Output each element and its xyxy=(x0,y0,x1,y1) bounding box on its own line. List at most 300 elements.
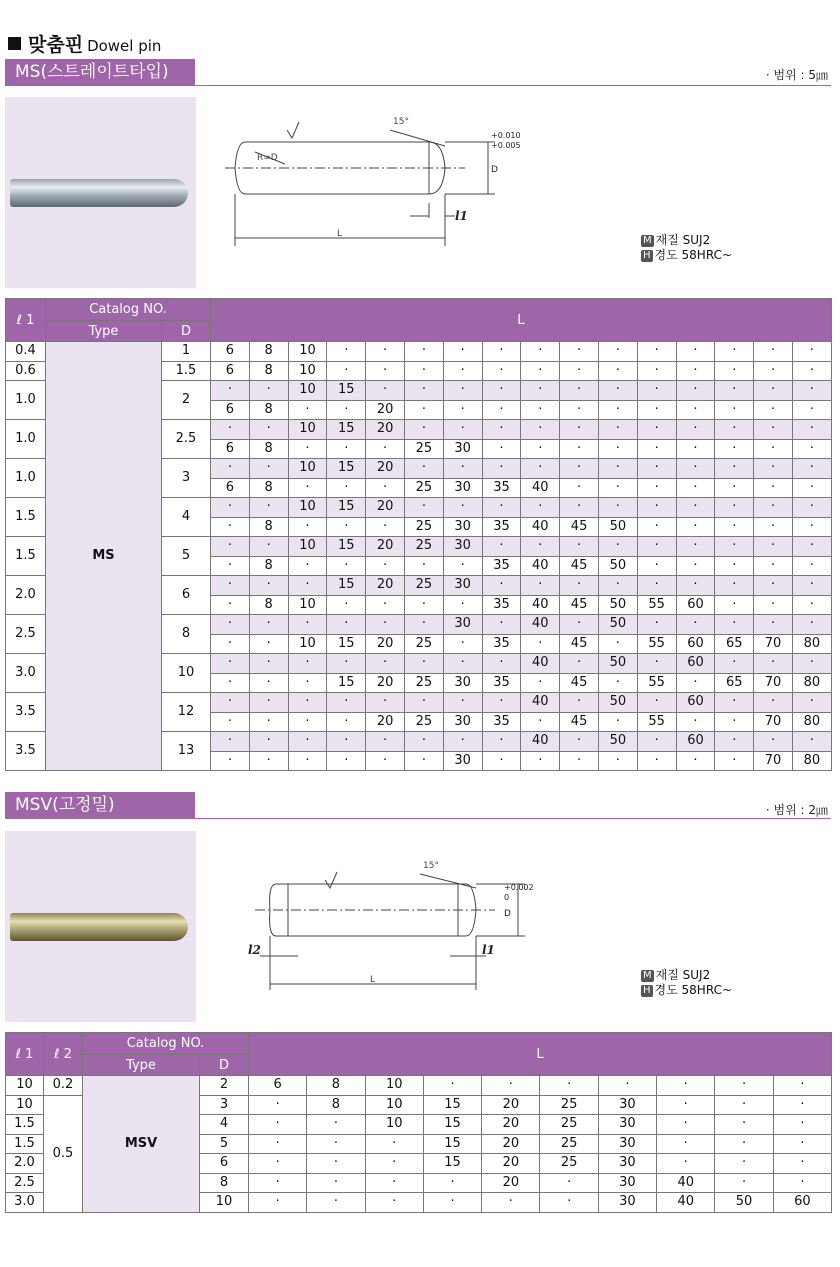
length-cell: · xyxy=(404,732,443,752)
length-cell: · xyxy=(249,1193,307,1213)
length-cell: · xyxy=(715,732,754,752)
length-cell: 25 xyxy=(404,673,443,693)
length-cell: 6 xyxy=(249,1076,307,1096)
length-cell: · xyxy=(637,576,676,596)
length-cell: · xyxy=(560,420,599,440)
msv-section-header xyxy=(5,792,195,818)
header-l1: ℓ 1 xyxy=(6,1033,44,1076)
length-cell: · xyxy=(637,459,676,479)
length-cell: 30 xyxy=(443,673,482,693)
length-label: L xyxy=(370,975,376,985)
length-cell: 6 xyxy=(211,361,250,381)
length-cell: 8 xyxy=(249,478,288,498)
length-cell: 25 xyxy=(540,1115,598,1135)
length-cell: · xyxy=(249,1115,307,1135)
length-cell: 25 xyxy=(404,517,443,537)
length-cell: · xyxy=(676,537,715,557)
table-row xyxy=(6,1076,832,1096)
length-cell: · xyxy=(327,439,366,459)
length-cell: · xyxy=(637,556,676,576)
length-cell: · xyxy=(307,1134,365,1154)
length-cell: · xyxy=(211,498,250,518)
length-cell: · xyxy=(404,420,443,440)
hardness-tag: H xyxy=(643,985,651,996)
high-precision-pin-image xyxy=(10,913,188,941)
diameter-label: D xyxy=(504,909,511,919)
length-cell: · xyxy=(365,1193,423,1213)
length-cell: · xyxy=(404,556,443,576)
length-cell: 45 xyxy=(560,712,599,732)
length-cell: · xyxy=(676,361,715,381)
length-cell: 20 xyxy=(482,1095,540,1115)
material-line xyxy=(641,233,732,248)
length-cell: · xyxy=(754,459,793,479)
length-cell: · xyxy=(560,693,599,713)
length-cell: 10 xyxy=(288,420,327,440)
length-cell: 35 xyxy=(482,517,521,537)
length-cell: · xyxy=(676,400,715,420)
length-cell: · xyxy=(482,342,521,362)
length-cell: · xyxy=(211,693,250,713)
length-cell: · xyxy=(288,517,327,537)
length-cell: · xyxy=(754,654,793,674)
length-cell: · xyxy=(365,1173,423,1193)
length-cell: · xyxy=(249,537,288,557)
length-cell: 8 xyxy=(249,400,288,420)
l1-cell: 3.0 xyxy=(6,654,46,693)
length-cell: · xyxy=(211,537,250,557)
length-cell: 8 xyxy=(307,1076,365,1096)
length-cell: · xyxy=(366,361,405,381)
length-cell: 10 xyxy=(365,1115,423,1135)
length-cell: · xyxy=(404,693,443,713)
length-cell: · xyxy=(443,342,482,362)
length-cell: · xyxy=(637,498,676,518)
d-cell: 4 xyxy=(162,498,211,537)
length-cell: · xyxy=(521,439,560,459)
length-cell: 20 xyxy=(366,498,405,518)
length-cell: · xyxy=(540,1193,598,1213)
length-cell: 60 xyxy=(773,1193,831,1213)
length-cell: · xyxy=(715,1076,773,1096)
length-cell: 8 xyxy=(249,342,288,362)
table-row xyxy=(6,342,832,362)
length-cell: 50 xyxy=(598,517,637,537)
length-cell: · xyxy=(754,439,793,459)
length-cell: · xyxy=(423,1193,481,1213)
length-cell: · xyxy=(443,381,482,401)
material-tag: M xyxy=(643,235,652,246)
length-cell: · xyxy=(657,1134,715,1154)
material-text: 재질 SUJ2 xyxy=(655,233,711,247)
d-cell: 6 xyxy=(200,1154,249,1174)
type-cell: MSV xyxy=(83,1076,200,1213)
length-cell: · xyxy=(637,732,676,752)
length-cell: · xyxy=(443,459,482,479)
length-cell: 45 xyxy=(560,517,599,537)
radius-label: R=D xyxy=(257,153,278,163)
hardness-line xyxy=(641,248,732,263)
length-cell: · xyxy=(792,342,831,362)
length-cell: · xyxy=(482,439,521,459)
length-cell: · xyxy=(249,420,288,440)
l1-cell: 0.4 xyxy=(6,342,46,362)
length-cell: 40 xyxy=(657,1173,715,1193)
length-cell: · xyxy=(423,1173,481,1193)
length-cell: · xyxy=(754,732,793,752)
length-cell: · xyxy=(404,342,443,362)
ms-range: · 범위 : 5㎛ xyxy=(765,68,828,82)
length-cell: · xyxy=(657,1154,715,1174)
length-cell: · xyxy=(249,459,288,479)
length-cell: · xyxy=(404,595,443,615)
length-cell: 70 xyxy=(754,673,793,693)
length-cell: 20 xyxy=(366,576,405,596)
length-cell: 20 xyxy=(366,537,405,557)
length-cell: · xyxy=(327,595,366,615)
length-cell: 30 xyxy=(598,1134,656,1154)
length-cell: · xyxy=(754,517,793,537)
length-cell: 30 xyxy=(443,517,482,537)
length-cell: 50 xyxy=(598,654,637,674)
length-cell: 35 xyxy=(482,634,521,654)
l1-cell: 2.0 xyxy=(6,576,46,615)
length-cell: · xyxy=(657,1115,715,1135)
length-cell: · xyxy=(521,537,560,557)
length-cell: · xyxy=(404,400,443,420)
length-cell: 10 xyxy=(288,498,327,518)
length-cell: 8 xyxy=(249,556,288,576)
length-cell: · xyxy=(288,712,327,732)
length-cell: · xyxy=(211,751,250,771)
diameter-label: D xyxy=(491,165,498,175)
length-cell: · xyxy=(288,751,327,771)
length-cell: 55 xyxy=(637,712,676,732)
length-cell: · xyxy=(773,1134,831,1154)
length-cell: · xyxy=(443,634,482,654)
length-cell: · xyxy=(327,478,366,498)
l1-cell: 2.5 xyxy=(6,615,46,654)
length-cell: 40 xyxy=(657,1193,715,1213)
length-cell: 20 xyxy=(366,400,405,420)
length-cell: · xyxy=(754,478,793,498)
length-cell: 50 xyxy=(598,556,637,576)
length-cell: · xyxy=(443,556,482,576)
length-cell: · xyxy=(521,673,560,693)
length-cell: 30 xyxy=(443,478,482,498)
length-cell: · xyxy=(598,673,637,693)
ms-drawing xyxy=(215,108,521,248)
length-cell: 40 xyxy=(521,478,560,498)
d-cell: 10 xyxy=(200,1193,249,1213)
length-cell: · xyxy=(211,634,250,654)
length-cell: 70 xyxy=(754,634,793,654)
length-cell: · xyxy=(560,459,599,479)
length-cell: · xyxy=(598,634,637,654)
length-cell: 55 xyxy=(637,634,676,654)
length-cell: · xyxy=(560,400,599,420)
length-cell: · xyxy=(715,1095,773,1115)
length-cell: · xyxy=(560,361,599,381)
length-cell: 65 xyxy=(715,634,754,654)
length-cell: · xyxy=(560,342,599,362)
length-cell: · xyxy=(715,615,754,635)
l1-cell: 10 xyxy=(6,1076,44,1096)
length-cell: · xyxy=(792,615,831,635)
length-cell: · xyxy=(715,361,754,381)
length-cell: · xyxy=(307,1154,365,1174)
length-cell: 40 xyxy=(521,556,560,576)
tolerance-upper: +0.010 xyxy=(491,131,521,140)
length-cell: 25 xyxy=(404,576,443,596)
length-cell: · xyxy=(715,693,754,713)
length-cell: · xyxy=(521,420,560,440)
length-cell: · xyxy=(288,654,327,674)
d-cell: 12 xyxy=(162,693,211,732)
msv-range: · 범위 : 2㎛ xyxy=(765,803,828,817)
length-cell: · xyxy=(598,576,637,596)
d-cell: 6 xyxy=(162,576,211,615)
length-cell: 80 xyxy=(792,673,831,693)
length-cell: 60 xyxy=(676,595,715,615)
length-cell: · xyxy=(540,1076,598,1096)
length-label: L xyxy=(337,229,343,239)
d-cell: 3 xyxy=(200,1095,249,1115)
length-cell: · xyxy=(792,478,831,498)
d-cell: 2 xyxy=(162,381,211,420)
length-cell: 30 xyxy=(598,1095,656,1115)
length-cell: 6 xyxy=(211,478,250,498)
l1-cell: 0.6 xyxy=(6,361,46,381)
length-cell: 6 xyxy=(211,342,250,362)
length-cell: · xyxy=(715,517,754,537)
length-cell: · xyxy=(754,381,793,401)
length-cell: · xyxy=(521,576,560,596)
hardness-line xyxy=(641,983,732,998)
header-catalog: Catalog NO. xyxy=(83,1033,249,1055)
length-cell: 25 xyxy=(540,1095,598,1115)
l1-label: l1 xyxy=(455,209,468,223)
length-cell: · xyxy=(211,712,250,732)
msv-spec-table xyxy=(5,1032,832,1213)
length-cell: 10 xyxy=(288,595,327,615)
length-cell: · xyxy=(249,615,288,635)
length-cell: · xyxy=(637,439,676,459)
length-cell: · xyxy=(715,1173,773,1193)
length-cell: · xyxy=(366,381,405,401)
straight-pin-image xyxy=(10,179,188,207)
length-cell: 15 xyxy=(423,1115,481,1135)
length-cell: · xyxy=(676,420,715,440)
length-cell: · xyxy=(792,381,831,401)
length-cell: 30 xyxy=(598,1173,656,1193)
length-cell: · xyxy=(715,498,754,518)
length-cell: · xyxy=(676,673,715,693)
header-type: Type xyxy=(83,1055,200,1076)
length-cell: · xyxy=(676,381,715,401)
length-cell: · xyxy=(521,361,560,381)
length-cell: 30 xyxy=(443,712,482,732)
length-cell: · xyxy=(754,420,793,440)
length-cell: · xyxy=(676,712,715,732)
length-cell: · xyxy=(637,537,676,557)
d-cell: 1.5 xyxy=(162,361,211,381)
length-cell: · xyxy=(211,381,250,401)
length-cell: · xyxy=(366,517,405,537)
length-cell: · xyxy=(773,1154,831,1174)
length-cell: 60 xyxy=(676,634,715,654)
length-cell: · xyxy=(327,517,366,537)
length-cell: · xyxy=(288,478,327,498)
length-cell: · xyxy=(211,654,250,674)
length-cell: 45 xyxy=(560,673,599,693)
length-cell: 20 xyxy=(366,459,405,479)
length-cell: · xyxy=(366,732,405,752)
msv-drawing xyxy=(240,850,534,995)
length-cell: 40 xyxy=(521,595,560,615)
ms-spec xyxy=(641,233,732,263)
length-cell: · xyxy=(521,400,560,420)
length-cell: · xyxy=(715,556,754,576)
length-cell: · xyxy=(598,712,637,732)
ms-spec-table xyxy=(5,298,832,771)
ms-section-title: MS(스트레이트타입) xyxy=(15,62,169,82)
length-cell: · xyxy=(249,1154,307,1174)
d-cell: 2 xyxy=(200,1076,249,1096)
length-cell: · xyxy=(327,615,366,635)
length-cell: · xyxy=(443,732,482,752)
length-cell: · xyxy=(637,478,676,498)
length-cell: · xyxy=(598,537,637,557)
length-cell: · xyxy=(598,361,637,381)
title-korean: 맞춤핀 xyxy=(28,34,84,56)
ms-section-header xyxy=(5,59,195,85)
d-cell: 4 xyxy=(200,1115,249,1135)
page-title xyxy=(8,30,161,57)
d-cell: 8 xyxy=(162,615,211,654)
length-cell: · xyxy=(521,712,560,732)
length-cell: · xyxy=(715,342,754,362)
length-cell: 15 xyxy=(327,634,366,654)
angle-label: 15° xyxy=(423,861,439,871)
length-cell: · xyxy=(249,1095,307,1115)
length-cell: · xyxy=(366,439,405,459)
length-cell: · xyxy=(676,478,715,498)
length-cell: · xyxy=(211,420,250,440)
length-cell: · xyxy=(249,712,288,732)
length-cell: 10 xyxy=(288,342,327,362)
length-cell: 6 xyxy=(211,400,250,420)
length-cell: 50 xyxy=(715,1193,773,1213)
length-cell: · xyxy=(482,459,521,479)
length-cell: · xyxy=(637,751,676,771)
length-cell: 20 xyxy=(366,634,405,654)
length-cell: 15 xyxy=(327,673,366,693)
length-cell: · xyxy=(307,1173,365,1193)
length-cell: · xyxy=(249,381,288,401)
length-cell: 8 xyxy=(249,361,288,381)
length-cell: · xyxy=(560,732,599,752)
length-cell: · xyxy=(676,498,715,518)
length-cell: · xyxy=(598,439,637,459)
length-cell: · xyxy=(211,576,250,596)
l1-cell: 1.5 xyxy=(6,1134,44,1154)
length-cell: · xyxy=(657,1076,715,1096)
length-cell: 40 xyxy=(521,654,560,674)
length-cell: · xyxy=(715,459,754,479)
length-cell: 60 xyxy=(676,654,715,674)
length-cell: · xyxy=(288,732,327,752)
length-cell: 10 xyxy=(288,381,327,401)
l1-cell: 2.0 xyxy=(6,1154,44,1174)
length-cell: 20 xyxy=(482,1115,540,1135)
length-cell: · xyxy=(211,517,250,537)
header-d: D xyxy=(200,1055,249,1076)
length-cell: · xyxy=(560,381,599,401)
length-cell: 80 xyxy=(792,634,831,654)
length-cell: · xyxy=(715,478,754,498)
length-cell: · xyxy=(365,1154,423,1174)
header-d: D xyxy=(162,321,211,342)
header-L: L xyxy=(249,1033,832,1076)
length-cell: 55 xyxy=(637,673,676,693)
material-line xyxy=(641,968,732,983)
length-cell: · xyxy=(482,381,521,401)
length-cell: 35 xyxy=(482,673,521,693)
length-cell: · xyxy=(288,576,327,596)
length-cell: · xyxy=(773,1076,831,1096)
material-text: 재질 SUJ2 xyxy=(655,968,711,982)
length-cell: 50 xyxy=(598,693,637,713)
length-cell: · xyxy=(482,498,521,518)
length-cell: · xyxy=(754,342,793,362)
length-cell: · xyxy=(754,537,793,557)
length-cell: · xyxy=(676,576,715,596)
length-cell: 25 xyxy=(404,634,443,654)
length-cell: 30 xyxy=(443,751,482,771)
tolerance-lower: +0.005 xyxy=(491,141,521,150)
length-cell: · xyxy=(249,693,288,713)
length-cell: 15 xyxy=(423,1134,481,1154)
msv-pin-photo xyxy=(5,831,196,1022)
length-cell: 70 xyxy=(754,751,793,771)
length-cell: 40 xyxy=(521,615,560,635)
length-cell: · xyxy=(482,654,521,674)
length-cell: · xyxy=(773,1115,831,1135)
length-cell: · xyxy=(288,693,327,713)
header-type: Type xyxy=(46,321,162,342)
length-cell: · xyxy=(327,693,366,713)
length-cell: · xyxy=(792,654,831,674)
length-cell: 6 xyxy=(211,439,250,459)
header-l2: ℓ 2 xyxy=(44,1033,83,1076)
length-cell: · xyxy=(715,654,754,674)
length-cell: · xyxy=(715,595,754,615)
length-cell: 25 xyxy=(404,478,443,498)
length-cell: 60 xyxy=(676,732,715,752)
length-cell: · xyxy=(443,654,482,674)
length-cell: 30 xyxy=(598,1193,656,1213)
l1-cell: 10 xyxy=(6,1095,44,1115)
length-cell: 15 xyxy=(327,576,366,596)
length-cell: · xyxy=(676,556,715,576)
length-cell: 8 xyxy=(249,439,288,459)
length-cell: 10 xyxy=(288,459,327,479)
length-cell: · xyxy=(754,498,793,518)
length-cell: · xyxy=(598,400,637,420)
length-cell: · xyxy=(366,556,405,576)
length-cell: 25 xyxy=(404,439,443,459)
